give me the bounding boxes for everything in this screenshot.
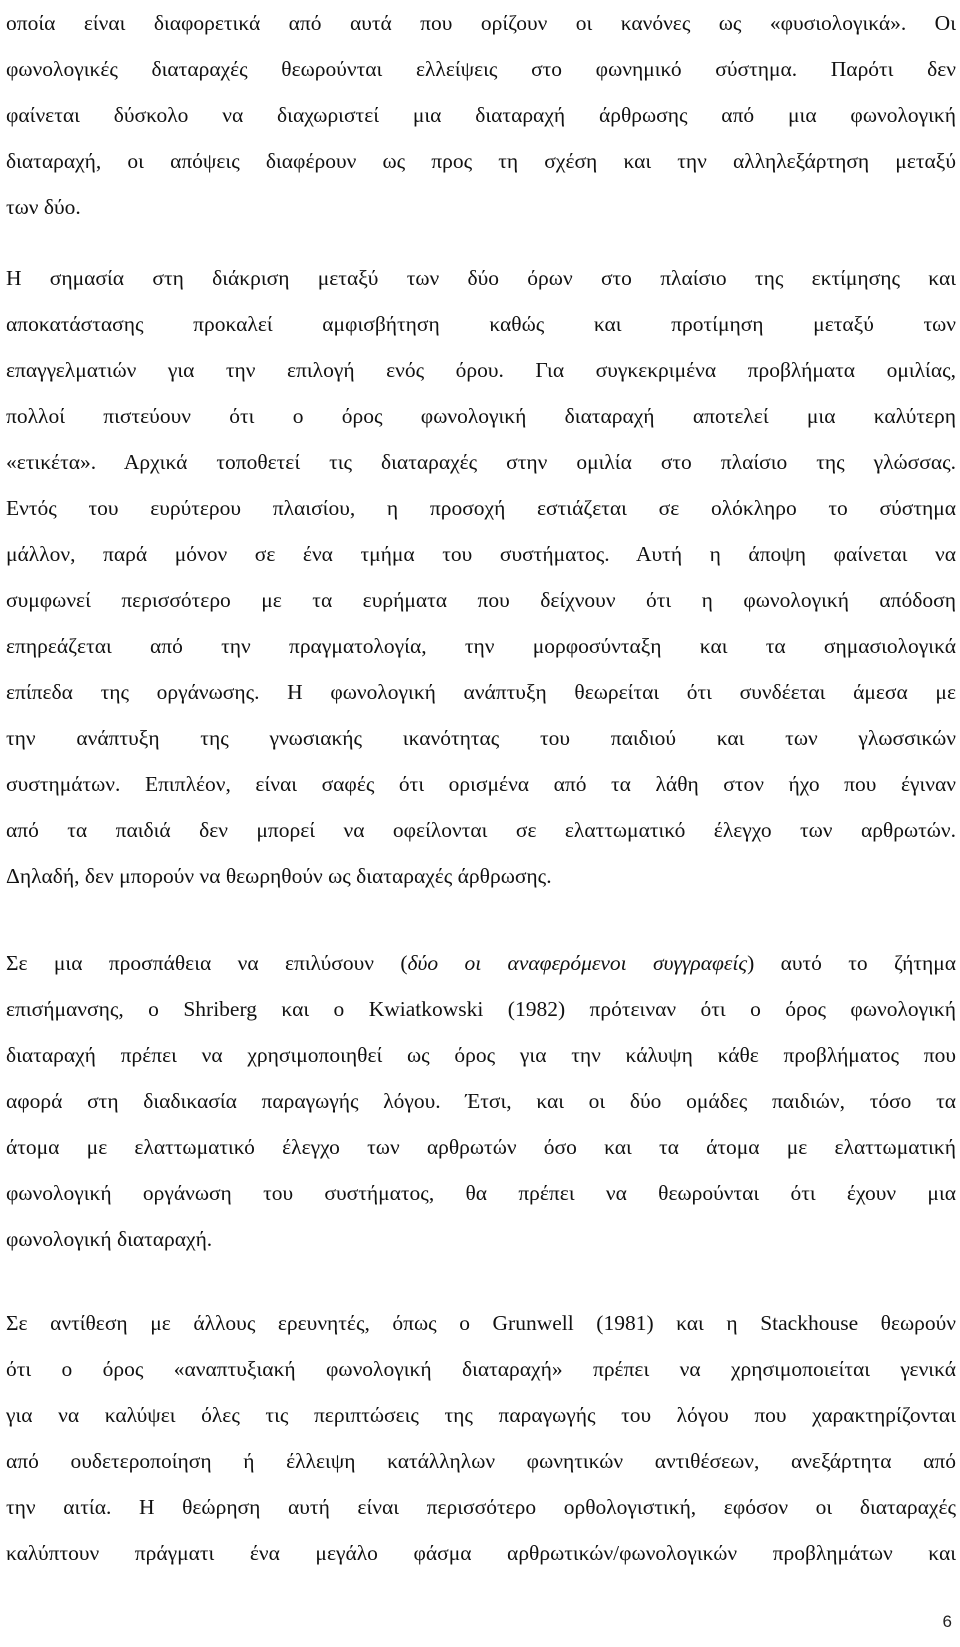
- text-line: για να καλύψει όλες τις περιπτώσεις της παραγωγής του λόγου που χαρακτηρίζονται: [6, 1403, 956, 1427]
- text-line: φωνολογική διαταραχή.: [6, 1227, 213, 1251]
- text-line: επηρεάζεται από την πραγματολογία, την μορφοσύνταξη και τα σημασιολογικά: [6, 634, 956, 658]
- text-line: Σε αντίθεση με άλλους ερευνητές, όπως ο Grunwell (1981) και η Stackhouse θεωρούν: [6, 1311, 956, 1335]
- text-line: επίπεδα της οργάνωσης. Η φωνολογική ανάπτυξη θεωρείται ότι συνδέεται άμεσα με: [6, 680, 956, 704]
- text-line: μάλλον, παρά μόνον σε ένα τμήμα του συστήματος. Αυτή η άποψη φαίνεται να: [6, 542, 956, 566]
- text-line: διαταραχή πρέπει να χρησιμοποιηθεί ως όρος για την κάλυψη κάθε προβλήματος που: [6, 1043, 956, 1067]
- paragraph-1: [6, 0, 956, 230]
- text-line: φαίνεται δύσκολο να διαχωριστεί μια διαταραχή άρθρωσης από μια φωνολογική: [6, 103, 956, 127]
- text-line: Εντός του ευρύτερου πλαισίου, η προσοχή εστιάζεται σε ολόκληρο το σύστημα: [6, 496, 956, 520]
- text-line: από ουδετεροποίηση ή έλλειψη κατάλληλων φωνητικών αντιθέσεων, ανεξάρτητα από: [6, 1449, 956, 1473]
- text-line: συστημάτων. Επιπλέον, είναι σαφές ότι ορισμένα από τα λάθη στον ήχο που έγιναν: [6, 772, 956, 796]
- paragraph-2: [6, 255, 956, 899]
- text-line: καλύπτουν πράγματι ένα μεγάλο φάσμα αρθρωτικών/φωνολογικών προβλημάτων και: [6, 1541, 956, 1565]
- text-line: πολλοί πιστεύουν ότι ο όρος φωνολογική διαταραχή αποτελεί μια καλύτερη: [6, 404, 956, 428]
- text-line: άτομα με ελαττωματικό έλεγχο των αρθρωτών όσο και τα άτομα με ελαττωματική: [6, 1135, 956, 1159]
- text-line: την ανάπτυξη της γνωσιακής ικανότητας του παιδιού και των γλωσσικών: [6, 726, 956, 750]
- italic-citation: δύο οι αναφερόμενοι συγγραφείς: [407, 951, 748, 975]
- text-line: από τα παιδιά δεν μπορεί να οφείλονται σε ελαττωματικό έλεγχο των αρθρωτών.: [6, 818, 956, 842]
- text-line: [6, 940, 956, 986]
- text-line: επαγγελματιών για την επιλογή ενός όρου. Για συγκεκριμένα προβλήματα ομιλίας,: [6, 358, 956, 382]
- text-line: Δηλαδή, δεν μπορούν να θεωρηθούν ως διαταραχές άρθρωσης.: [6, 864, 552, 888]
- text-line: αφορά στη διαδικασία παραγωγής λόγου. Έτσι, και οι δύο ομάδες παιδιών, τόσο τα: [6, 1089, 956, 1113]
- paragraph-4: [6, 1300, 956, 1576]
- text-line: αποκατάστασης προκαλεί αμφισβήτηση καθώς και προτίμηση μεταξύ των: [6, 312, 956, 336]
- text-line: συμφωνεί περισσότερο με τα ευρήματα που δείχνουν ότι η φωνολογική απόδοση: [6, 588, 956, 612]
- paragraph-3: [6, 940, 956, 1262]
- text-line: διαταραχή, οι απόψεις διαφέρουν ως προς τη σχέση και την αλληλεξάρτηση μεταξύ: [6, 149, 956, 173]
- text-line: οποία είναι διαφορετικά από αυτά που ορίζουν οι κανόνες ως «φυσιολογικά». Οι: [6, 11, 956, 35]
- text-line: την αιτία. Η θεώρηση αυτή είναι περισσότερο ορθολογιστική, εφόσον οι διαταραχές: [6, 1495, 956, 1519]
- text-run: Σε μια προσπάθεια να επιλύσουν (: [6, 951, 408, 975]
- page-number: 6: [942, 1612, 952, 1631]
- text-line: Η σημασία στη διάκριση μεταξύ των δύο όρων στο πλαίσιο της εκτίμησης και: [6, 266, 956, 290]
- text-run: ) αυτό το ζήτημα: [747, 951, 956, 975]
- text-line: «ετικέτα». Αρχικά τοποθετεί τις διαταραχές στην ομιλία στο πλαίσιο της γλώσσας.: [6, 450, 956, 474]
- text-line: φωνολογική οργάνωση του συστήματος, θα πρέπει να θεωρούνται ότι έχουν μια: [6, 1181, 956, 1205]
- text-line: ότι ο όρος «αναπτυξιακή φωνολογική διαταραχή» πρέπει να χρησιμοποιείται γενικά: [6, 1357, 956, 1381]
- text-line: των δύο.: [6, 195, 81, 219]
- text-line: επισήμανσης, ο Shriberg και ο Kwiatkowski (1982) πρότειναν ότι ο όρος φωνολογική: [6, 997, 956, 1021]
- text-line: φωνολογικές διαταραχές θεωρούνται ελλείψεις στο φωνημικό σύστημα. Παρότι δεν: [6, 57, 956, 81]
